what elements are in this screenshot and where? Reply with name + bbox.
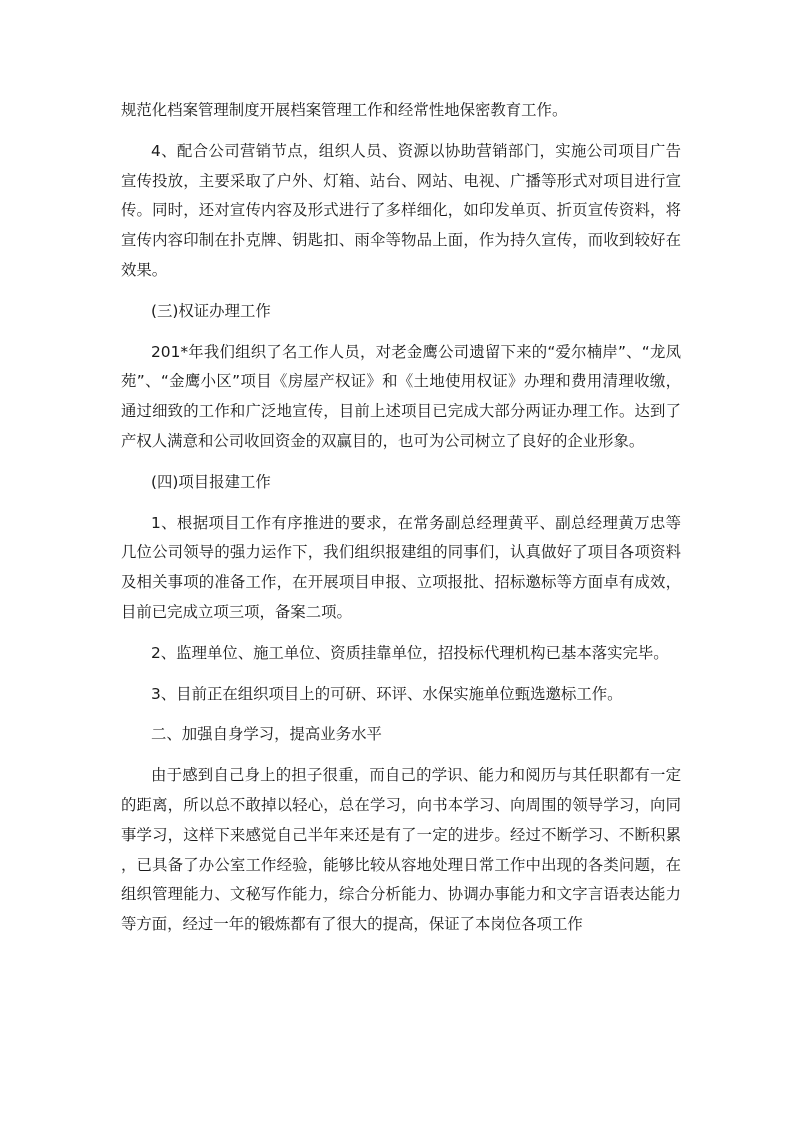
section-heading-certificates: (三)权证办理工作 — [151, 301, 271, 320]
paragraph-archive-continuation: 规范化档案管理制度开展档案管理工作和经常性地保密教育工作。 — [121, 101, 568, 119]
document-body — [121, 96, 681, 940]
section-heading-self-study: 二、加强自身学习，提高业务水平 — [151, 725, 382, 744]
paragraph-project-filing-2: 2、监理单位、施工单位、资质挂靠单位，招投标代理机构已基本落实完毕。 — [151, 643, 669, 662]
paragraph-project-filing-1: 1、根据项目工作有序推进的要求，在常务副总经理黄平、副总经理黄万忠等几位公司领导的强力运作下，我们组织报建组的同事们，认真做好了项目各项资料及相关事项的准备工作，在开展项目申报、立项报批、招标邀标等方面卓有成效，目前已完成立项三项，备案二项。 — [121, 513, 681, 621]
paragraph-self-study: 由于感到自己身上的担子很重，而自己的学识、能力和阅历与其任职都有一定的距离，所以总不敢掉以轻心，总在学习，向书本学习、向周围的领导学习，向同事学习，这样下来感觉自己半年来还是有了一定的进步。经过不断学习、不断积累，已具备了办公室工作经验，能够比较从容地处理日常工作中出现的各类问题，在组织管理能力、文秘写作能力，综合分析能力、协调办事能力和文字言语表达能力等方面，经过一年的锻炼都有了很大的提高，保证了本岗位各项工作 — [121, 766, 681, 934]
paragraph-marketing-promotion: 4、配合公司营销节点，组织人员、资源以协助营销部门，实施公司项目广告宣传投放，主要采取了户外、灯箱、站台、网站、电视、广播等形式对项目进行宣传。同时，还对宣传内容及形式进行了多样细化，如印发单页、折页宣传资料，将宣传内容印制在扑克牌、钥匙扣、雨伞等物品上面，作为持久宣传，而收到较好在效果。 — [121, 141, 681, 279]
section-heading-project-filing: (四)项目报建工作 — [151, 472, 271, 491]
paragraph-project-filing-3: 3、目前正在组织项目上的可研、环评、水保实施单位甄选邀标工作。 — [151, 684, 623, 703]
paragraph-certificates: 201*年我们组织了名工作人员，对老金鹰公司遗留下来的“爱尔楠岸”、“龙凤苑”、“金鹰小区”项目《房屋产权证》和《土地使用权证》办理和费用清理收缴，通过细致的工作和广泛地宣传，目前上述项目已完成大部分两证办理工作。达到了产权人满意和公司收回资金的双赢目的，也可为公司树立了良好的企业形象。 — [121, 342, 681, 450]
